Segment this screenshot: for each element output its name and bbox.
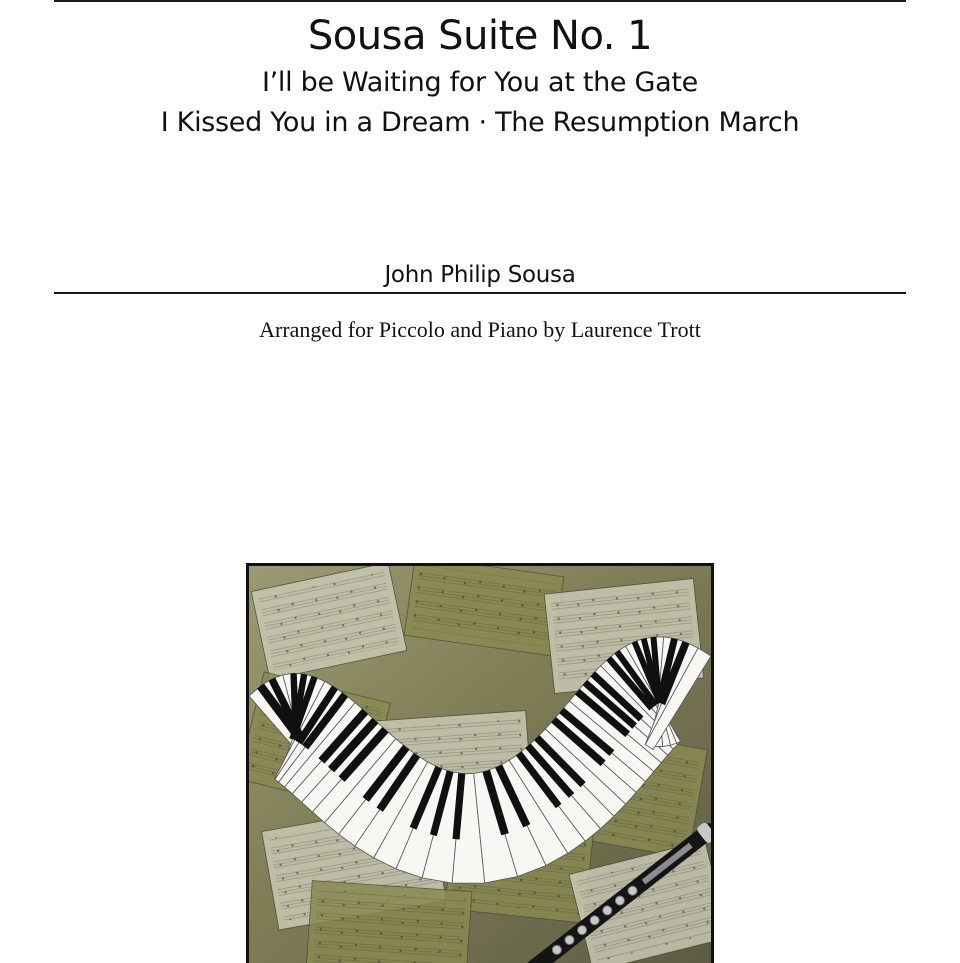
page-title: Sousa Suite No. 1 (307, 13, 653, 59)
sheet-music-page (306, 881, 472, 963)
artwork-canvas (249, 566, 711, 963)
subtitle-line-1: I’ll be Waiting for You at the Gate (261, 67, 698, 98)
composer-name: John Philip Sousa (384, 262, 576, 288)
arranger-credit: Arranged for Piccolo and Piano by Laurence Trott (259, 317, 701, 342)
composer-rule (54, 292, 906, 294)
cover-artwork (246, 563, 714, 963)
top-rule (54, 0, 906, 2)
subtitle-line-2: I Kissed You in a Dream · The Resumption March (160, 107, 800, 138)
